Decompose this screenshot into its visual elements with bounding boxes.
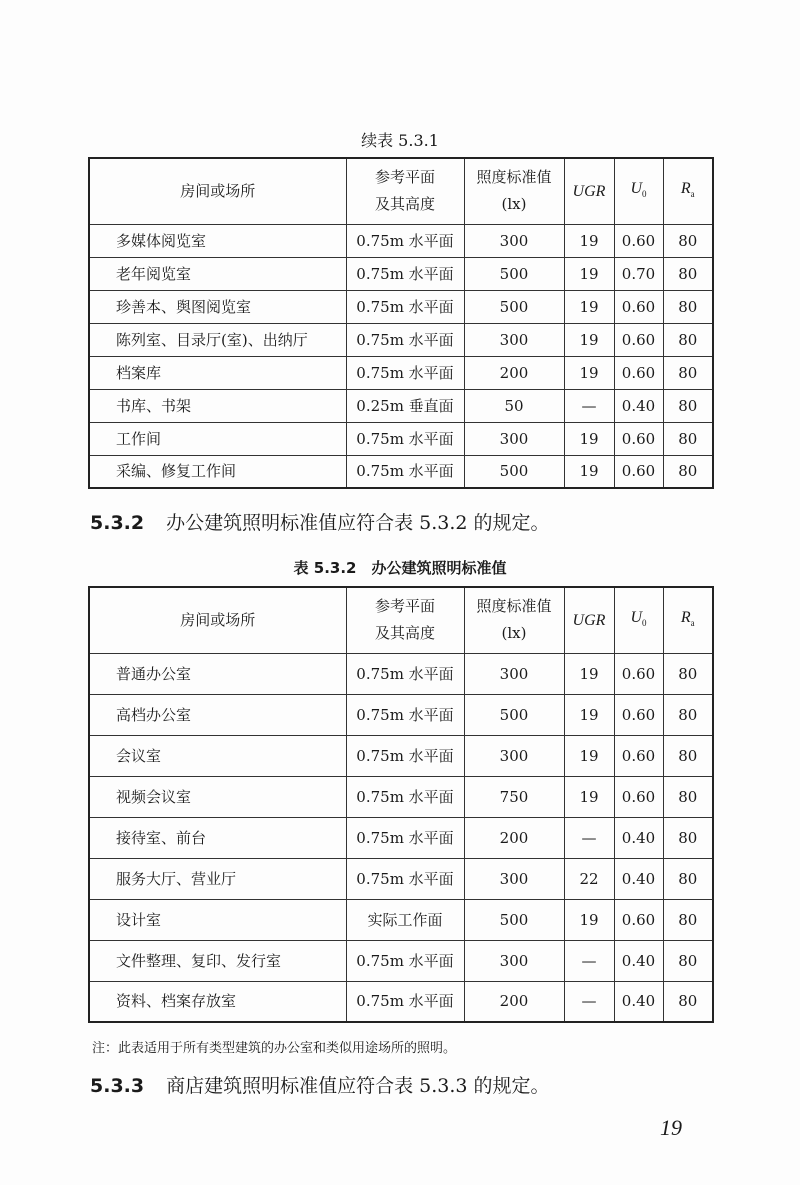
table-5-3-2 [88,586,714,1023]
table-row [89,653,713,694]
cell-u0: 0.40 [614,858,663,899]
header-ugr: UGR [564,158,614,224]
cell-lux: 200 [464,981,564,1022]
header-ra: $R_a$ [663,158,713,224]
cell-ugr: — [564,389,614,422]
cell-ra: 80 [663,389,713,422]
header-ugr: UGR [564,587,614,653]
table1-caption: 续表 5.3.1 [361,131,439,150]
cell-plane: 0.75m 水平面 [346,735,464,776]
cell-room: 会议室 [89,735,346,776]
cell-ra: 80 [663,422,713,455]
cell-room: 陈列室、目录厅(室)、出纳厅 [89,323,346,356]
cell-lux: 750 [464,776,564,817]
cell-plane: 0.25m 垂直面 [346,389,464,422]
cell-lux: 300 [464,653,564,694]
cell-ugr: — [564,981,614,1022]
cell-ugr: 19 [564,422,614,455]
cell-lux: 200 [464,356,564,389]
cell-u0: 0.60 [614,422,663,455]
cell-plane: 0.75m 水平面 [346,858,464,899]
table-row [89,776,713,817]
cell-ra: 80 [663,940,713,981]
cell-lux: 300 [464,858,564,899]
cell-room: 普通办公室 [89,653,346,694]
header-row [89,587,713,653]
cell-plane: 0.75m 水平面 [346,940,464,981]
cell-room: 视频会议室 [89,776,346,817]
table-row [89,224,713,257]
cell-ugr: 22 [564,858,614,899]
header-plane: 参考平面 及其高度 [346,158,464,224]
cell-ra: 80 [663,356,713,389]
cell-u0: 0.40 [614,940,663,981]
clause-5-3-2: 5.3.2 办公建筑照明标准值应符合表 5.3.2 的规定。 [90,512,550,534]
cell-u0: 0.60 [614,899,663,940]
header-row [89,158,713,224]
cell-lux: 500 [464,455,564,488]
cell-plane: 0.75m 水平面 [346,290,464,323]
cell-plane: 0.75m 水平面 [346,653,464,694]
cell-lux: 300 [464,323,564,356]
cell-lux: 50 [464,389,564,422]
cell-u0: 0.40 [614,817,663,858]
table-row [89,389,713,422]
table-row [89,455,713,488]
table-row [89,735,713,776]
table-row [89,323,713,356]
cell-u0: 0.60 [614,653,663,694]
cell-plane: 0.75m 水平面 [346,776,464,817]
header-room: 房间或场所 [89,587,346,653]
cell-plane: 0.75m 水平面 [346,224,464,257]
cell-room: 多媒体阅览室 [89,224,346,257]
page-number: 19 [660,1115,682,1140]
table-row [89,422,713,455]
cell-ra: 80 [663,776,713,817]
cell-room: 采编、修复工作间 [89,455,346,488]
table-row [89,290,713,323]
clause-5-3-3: 5.3.3 商店建筑照明标准值应符合表 5.3.3 的规定。 [90,1075,550,1097]
cell-plane: 0.75m 水平面 [346,694,464,735]
cell-lux: 200 [464,817,564,858]
cell-ra: 80 [663,224,713,257]
table-note: 注：此表适用于所有类型建筑的办公室和类似用途场所的照明。 [92,1041,457,1056]
table-row [89,940,713,981]
cell-plane: 0.75m 水平面 [346,323,464,356]
cell-room: 文件整理、复印、发行室 [89,940,346,981]
cell-u0: 0.40 [614,981,663,1022]
cell-ra: 80 [663,455,713,488]
cell-ugr: 19 [564,356,614,389]
cell-room: 设计室 [89,899,346,940]
cell-ra: 80 [663,653,713,694]
header-ra: $R_a$ [663,587,713,653]
cell-ra: 80 [663,694,713,735]
cell-ra: 80 [663,735,713,776]
cell-plane: 0.75m 水平面 [346,981,464,1022]
table-row [89,694,713,735]
cell-room: 服务大厅、营业厅 [89,858,346,899]
cell-plane: 0.75m 水平面 [346,356,464,389]
cell-ugr: 19 [564,899,614,940]
cell-u0: 0.60 [614,735,663,776]
cell-u0: 0.60 [614,323,663,356]
cell-room: 接待室、前台 [89,817,346,858]
cell-lux: 300 [464,940,564,981]
cell-ra: 80 [663,817,713,858]
cell-ugr: — [564,817,614,858]
cell-ugr: 19 [564,455,614,488]
table-row [89,356,713,389]
cell-plane: 0.75m 水平面 [346,422,464,455]
cell-ugr: 19 [564,653,614,694]
cell-ra: 80 [663,257,713,290]
header-u0: $U_0$ [614,158,663,224]
cell-u0: 0.60 [614,455,663,488]
table-row [89,817,713,858]
cell-u0: 0.60 [614,290,663,323]
header-plane: 参考平面 及其高度 [346,587,464,653]
cell-ugr: — [564,940,614,981]
cell-lux: 500 [464,290,564,323]
cell-u0: 0.60 [614,776,663,817]
cell-ugr: 19 [564,776,614,817]
cell-lux: 500 [464,694,564,735]
table-5-3-1-continued [88,157,714,489]
cell-room: 工作间 [89,422,346,455]
header-lux: 照度标准值 (lx) [464,587,564,653]
header-lux: 照度标准值 (lx) [464,158,564,224]
cell-ra: 80 [663,981,713,1022]
header-u0: $U_0$ [614,587,663,653]
cell-u0: 0.40 [614,389,663,422]
cell-room: 书库、书架 [89,389,346,422]
table-row [89,981,713,1022]
cell-ugr: 19 [564,735,614,776]
cell-u0: 0.70 [614,257,663,290]
cell-u0: 0.60 [614,356,663,389]
cell-plane: 0.75m 水平面 [346,257,464,290]
cell-plane: 0.75m 水平面 [346,455,464,488]
cell-ra: 80 [663,323,713,356]
cell-room: 老年阅览室 [89,257,346,290]
cell-u0: 0.60 [614,694,663,735]
cell-lux: 300 [464,735,564,776]
cell-room: 资料、档案存放室 [89,981,346,1022]
table-row [89,257,713,290]
cell-ugr: 19 [564,257,614,290]
cell-lux: 300 [464,224,564,257]
cell-ugr: 19 [564,694,614,735]
table-row [89,899,713,940]
cell-ugr: 19 [564,323,614,356]
header-room: 房间或场所 [89,158,346,224]
cell-room: 珍善本、舆图阅览室 [89,290,346,323]
table2-caption: 表 5.3.2 办公建筑照明标准值 [293,559,507,577]
cell-ugr: 19 [564,224,614,257]
cell-ra: 80 [663,858,713,899]
cell-ra: 80 [663,290,713,323]
cell-plane: 实际工作面 [346,899,464,940]
cell-room: 高档办公室 [89,694,346,735]
cell-room: 档案库 [89,356,346,389]
table-row [89,858,713,899]
cell-plane: 0.75m 水平面 [346,817,464,858]
cell-lux: 500 [464,899,564,940]
cell-ra: 80 [663,899,713,940]
cell-lux: 300 [464,422,564,455]
cell-u0: 0.60 [614,224,663,257]
cell-lux: 500 [464,257,564,290]
cell-ugr: 19 [564,290,614,323]
